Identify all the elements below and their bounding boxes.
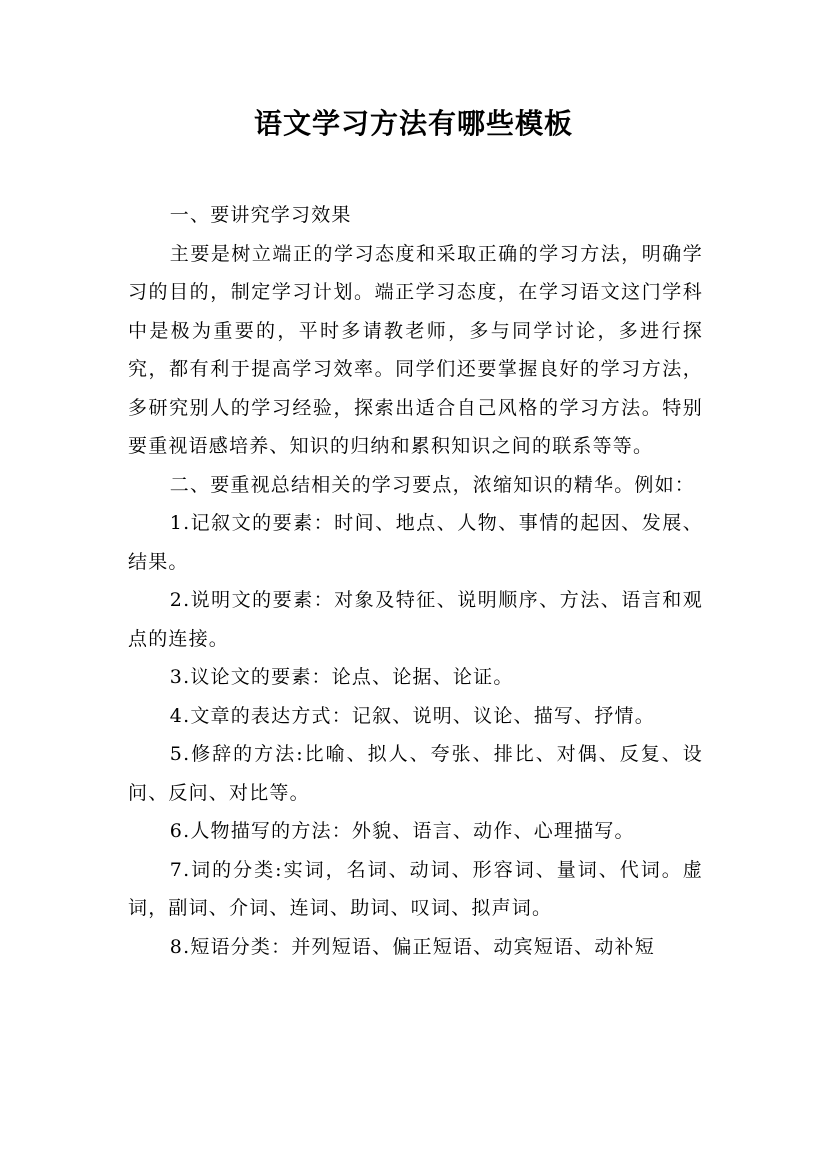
section-heading-1: 一、要讲究学习效果	[169, 204, 352, 226]
list-item-7: 7.词的分类:实词，名词、动词、形容词、量词、代词。虚词，副词、介词、连词、助词、叹词、拟声词。	[128, 858, 703, 919]
list-item-8: 8.短语分类：并列短语、偏正短语、动宾短语、动补短	[169, 935, 655, 958]
list-item-3: 3.议论文的要素：论点、论据、论证。	[169, 666, 514, 688]
section-heading-2: 二、要重视总结相关的学习要点，浓缩知识的精华。例如：	[169, 473, 695, 496]
body-paragraph: 主要是树立端正的学习态度和采取正确的学习方法，明确学习的目的，制定学习计划。端正学习态度，在学习语文这门学科中是极为重要的，平时多请教老师，多与同学讨论，多进行探究，都有利于提高学习效率。同学们还要掌握良好的学习方法，多研究别人的学习经验，探索出适合自己风格的学习方法。特别要重视语感培养、知识的归纳和累积知识之间的联系等等。	[128, 242, 703, 457]
list-item-6: 6.人物描写的方法：外貌、语言、动作、心理描写。	[169, 820, 635, 842]
list-item-1: 1.记叙文的要素：时间、地点、人物、事情的起因、发展、结果。	[128, 512, 703, 573]
list-item-2: 2.说明文的要素：对象及特征、说明顺序、方法、语言和观点的连接。	[128, 589, 703, 650]
document-body	[128, 196, 703, 966]
document-title: 语文学习方法有哪些模板	[253, 107, 573, 140]
list-item-5: 5.修辞的方法:比喻、拟人、夸张、排比、对偶、反复、设问、反问、对比等。	[128, 743, 703, 804]
list-item-4: 4.文章的表达方式：记叙、说明、议论、描写、抒情。	[169, 704, 655, 727]
